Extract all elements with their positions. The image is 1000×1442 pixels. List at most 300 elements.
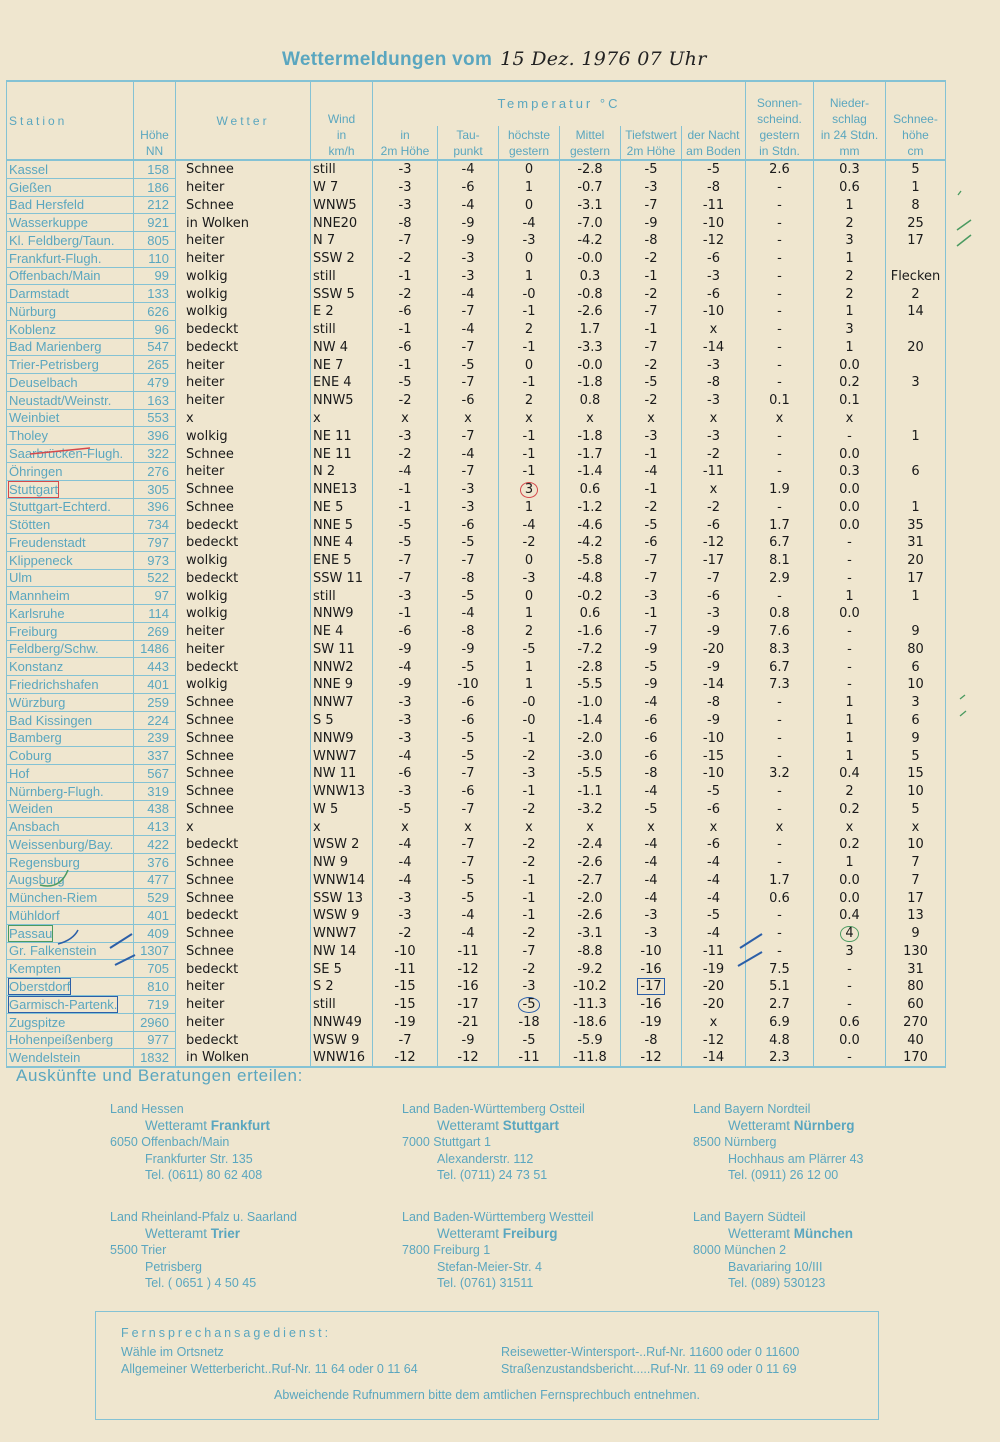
cell-value: -1.4 [577,464,603,480]
cell-value: 1 [845,695,854,711]
cell-value: NNW5 [313,393,354,409]
cell-value: 719 [147,996,169,1012]
cell-value: Flecken [890,268,941,284]
cell-value: 3 [845,322,854,338]
cell-value: NE 11 [313,446,352,462]
cell-value: -3 [398,730,412,746]
cell-value: -7 [644,197,658,213]
cell-value: 17 [907,890,924,906]
cell-value: Weissenburg/Bay. [9,836,114,852]
cell-value: WNW13 [313,784,365,800]
cell-value: in Wolken [186,1050,249,1066]
cell-value: 1 [845,339,854,355]
cell-value: W 7 [313,180,339,196]
cell-value: 0.0 [839,357,860,373]
cell-value: -5 [522,1032,536,1048]
cell-value: 401 [147,907,169,923]
cell-value: -5 [707,908,720,924]
cell-value: -1 [644,482,658,498]
cell-value: -9 [398,641,412,657]
cell-value: -8 [461,570,475,586]
cell-value: -4 [522,517,536,533]
cell-value: -2 [522,926,536,942]
cell-value: -7 [461,304,475,320]
cell-value: -2 [398,926,412,942]
cell-value: - [847,641,852,657]
cell-value: - [777,197,782,213]
cell-value: N 7 [313,233,336,249]
cell-value: -17 [457,997,479,1013]
cell-value: -7 [461,375,475,391]
cell-value: Schnee [186,766,234,782]
fernsprech-line: Wähle im Ortsnetz [121,1345,224,1359]
cell-value: still [313,588,336,604]
cell-value: -7 [644,624,658,640]
cell-value: wolkig [186,553,228,569]
cell-value: Gießen [9,179,52,195]
cell-value: Bamberg [9,730,62,746]
cell-value: - [777,286,782,302]
cell-value: 3 [520,482,538,498]
cell-value: -8 [644,766,658,782]
cell-value: -2 [707,446,720,462]
cell-value: -3 [522,979,536,995]
cell-value: -3 [707,606,720,622]
col-sonne: Sonnen- scheind. gestern in Stdn. [746,81,814,160]
cell-value: ENE 4 [313,375,352,391]
cell-value: x [525,410,533,426]
cell-value: x [525,819,533,835]
cell-value: -4 [398,464,412,480]
cell-value: 10 [907,784,924,800]
cell-value: Freudenstadt [9,534,86,550]
cell-value: -9 [461,1032,475,1048]
cell-value: wolkig [186,606,228,622]
cell-value: x [586,410,594,426]
col-hoechste: höchste gestern [499,126,560,160]
cell-value: -16 [457,979,479,995]
cell-value: WNW14 [313,872,365,888]
cell-value: -5 [461,730,475,746]
cell-value: Schnee [186,872,234,888]
cell-value: Weiden [9,801,53,817]
cell-value: NNE13 [313,482,358,498]
cell-value: -7.2 [577,641,603,657]
cell-value: -11.3 [573,997,607,1013]
cell-value: - [777,251,782,267]
cell-value: -7 [644,304,658,320]
cell-value: 1 [911,588,920,604]
cell-value: -2.8 [577,162,603,178]
cell-value: - [777,784,782,800]
cell-value: 2 [845,286,854,302]
cell-value: SSW 2 [313,251,355,267]
cell-value: 0.4 [839,908,860,924]
cell-value: 1 [524,677,534,693]
cell-value: -5 [398,801,412,817]
cell-value: -3 [398,162,412,178]
cell-value: - [777,499,782,515]
cell-value: -4 [461,322,475,338]
cell-value: -4 [644,890,658,906]
cell-value: SSW 13 [313,890,364,906]
cell-value: x [709,819,718,835]
cell-value: Klippeneck [9,552,73,568]
cell-value: 0.0 [839,606,860,622]
cell-value: -2.8 [577,659,603,675]
cell-value: -4 [398,872,412,888]
cell-value: 130 [903,943,928,959]
cell-value: -7 [461,553,475,569]
cell-value: Konstanz [9,659,64,675]
cell-value: ENE 5 [313,553,352,569]
cell-value: -1.0 [577,695,603,711]
cell-value: -0.8 [577,286,603,302]
cell-value: -9 [461,233,475,249]
cell-value: SSW 5 [313,286,355,302]
tick-mark [960,711,966,716]
cell-value: -9 [644,677,658,693]
cell-value: -3 [644,428,658,444]
cell-value: E 2 [313,304,334,320]
cell-value: - [777,464,782,480]
cell-value: 15 [907,766,924,782]
cell-value: Schnee [186,730,234,746]
cell-value: -12 [394,1050,416,1066]
auskuenfte-heading: Auskünfte und Beratungen erteilen: [16,1066,303,1085]
cell-value: 2.9 [769,570,790,586]
cell-value: 973 [147,552,169,568]
col-taupunkt: Tau- punkt [438,126,499,160]
cell-value: 9 [911,926,920,942]
cell-value: -10.2 [573,979,607,995]
cell-value: 5 [911,748,920,764]
cell-value: -6 [398,624,412,640]
cell-value: -11 [702,464,725,480]
cell-value: Schnee [186,446,234,462]
cell-value: 1486 [140,641,169,657]
cell-value: 212 [147,197,169,213]
cell-value: 376 [147,854,169,870]
cell-value: -11 [518,1050,540,1066]
cell-value: -8 [644,1032,658,1048]
cell-value: -1.8 [577,375,603,391]
cell-value: Stuttgart [9,481,59,497]
cell-value: -3.1 [577,926,603,942]
cell-value: -9 [644,215,658,231]
cell-value: - [777,428,782,444]
cell-value: -15 [394,979,416,995]
cell-value: still [313,162,336,178]
cell-value: -6 [644,748,658,764]
cell-value: 7.3 [769,677,790,693]
cell-value: - [777,730,782,746]
cell-value: -18.6 [573,1015,607,1031]
cell-value: -17 [702,553,725,569]
cell-value: -2 [644,357,658,373]
cell-value: -1 [522,304,536,320]
cell-value: -7 [461,766,475,782]
cell-value: 0 [524,197,534,213]
cell-value: -12 [640,1050,662,1066]
cell-value: 7 [911,855,920,871]
cell-value: Hof [9,765,30,781]
cell-value: Offenbach/Main [9,268,101,284]
cell-value: - [847,624,852,640]
cell-value: x [647,410,655,426]
cell-value: NNW49 [313,1015,362,1031]
cell-value: -3 [398,428,412,444]
cell-value: -3 [398,713,412,728]
cell-value: 1 [524,180,534,196]
cell-value: 547 [147,339,169,355]
cell-value: S 5 [313,713,334,728]
cell-value: -6 [461,695,475,711]
cell-value: -3 [398,197,412,213]
cell-value: -0 [522,695,536,711]
cell-value: -2 [644,251,658,267]
cell-value: 5.1 [769,979,790,995]
cell-value: x [775,410,784,426]
cell-value: -2 [644,499,658,515]
cell-value: 977 [147,1032,169,1048]
cell-value: -8 [707,180,720,196]
cell-value: heiter [186,1015,225,1031]
cell-value: Schnee [186,943,234,959]
cell-value: bedeckt [186,517,239,533]
cell-value: NNW2 [313,659,354,675]
cell-value: -6 [644,713,658,728]
cell-value: x [401,819,409,835]
cell-value: -1.6 [577,624,603,640]
cell-value: Würzburg [9,694,66,710]
cell-value: 0.1 [769,393,790,409]
cell-value: -5 [398,375,412,391]
cell-value: - [777,268,782,284]
cell-value: Schnee [186,926,234,942]
cell-value: 3 [845,943,854,959]
cell-value: Nürnberg-Flugh. [9,783,104,799]
cell-value: x [845,410,854,426]
cell-value: -5 [461,535,475,551]
cell-value: - [847,677,852,693]
cell-value: -4 [461,446,475,462]
cell-value: 0 [524,251,534,267]
cell-value: -7 [644,570,658,586]
cell-value: -4.2 [577,535,603,551]
cell-value: -10 [702,766,725,782]
cell-value: -20 [702,997,725,1013]
cell-value: -5 [461,588,475,604]
cell-value: bedeckt [186,1032,239,1048]
cell-value: WNW5 [313,197,357,213]
cell-value: 626 [147,303,169,319]
tick-mark [957,220,971,230]
cell-value: 6.7 [769,535,790,551]
cell-value: -5 [461,872,475,888]
cell-value: 7 [911,872,920,888]
cell-value: -4 [644,855,658,871]
cell-value: 13 [907,908,924,924]
cell-value: Wendelstein [9,1050,81,1066]
cell-value: -7 [461,837,475,853]
cell-value: -3.1 [577,197,603,213]
cell-value: -7 [398,570,412,586]
cell-value: SW 11 [313,641,355,657]
cell-value: bedeckt [186,339,239,355]
cell-value: 1.7 [579,322,601,338]
cell-value: 0.6 [839,1015,860,1031]
cell-value: 17 [907,570,924,586]
cell-value: -5 [644,375,658,391]
cell-value: 1832 [140,1050,169,1066]
col-wind: Wind in km/h [311,81,373,160]
cell-value: 17 [907,233,924,249]
cell-value: 0 [524,162,534,178]
cell-value: x [911,819,920,835]
cell-value: x [186,819,194,835]
cell-value: -0.2 [577,588,603,604]
cell-value: 2 [524,624,534,640]
cell-value: -5 [398,517,412,533]
cell-value: -2.7 [577,872,603,888]
cell-value: -4.6 [577,517,603,533]
pen-stroke [110,934,132,948]
cell-value: -5.5 [577,677,603,693]
cell-value: Neustadt/Weinstr. [9,392,112,408]
cell-value: Schnee [186,197,234,213]
cell-value: -8 [707,375,720,391]
cell-value: -1 [398,606,412,622]
handwritten-date: 15 Dez. 1976 07 Uhr [500,48,707,70]
cell-value: -1 [644,446,658,462]
cell-value: NE 11 [313,428,352,444]
cell-value: -2 [522,961,536,977]
cell-value: 705 [147,961,169,977]
cell-value: NE 4 [313,624,344,640]
cell-value: -9 [398,677,412,693]
cell-value: - [777,339,782,355]
cell-value: 1.7 [769,517,790,533]
cell-value: Feldberg/Schw. [9,641,99,657]
cell-value: 0 [524,357,534,373]
cell-value: -4 [398,659,412,675]
cell-value: -4 [398,855,412,871]
cell-value: -2.6 [577,855,603,871]
col-tiefst-2m: Tiefstwert 2m Höhe [621,126,682,160]
cell-value: NE 7 [313,357,344,373]
cell-value: 734 [147,517,169,533]
cell-value: 1 [911,499,920,515]
cell-value: -6 [707,251,720,267]
cell-value: NW 14 [313,943,357,959]
cell-value: N 2 [313,464,336,480]
cell-value: Schnee [186,482,234,498]
cell-value: NNW9 [313,606,354,622]
cell-value: wolkig [186,677,228,693]
cell-value: 239 [147,730,169,746]
cell-value: -6 [707,517,720,533]
cell-value: -1 [522,428,536,444]
cell-value: 270 [903,1015,928,1031]
cell-value: - [847,961,852,977]
cell-value: -9 [461,215,475,231]
cell-value: - [777,588,782,604]
cell-value: Stuttgart-Echterd. [9,499,111,515]
cell-value: bedeckt [186,535,239,551]
cell-value: Saarbrücken-Flugh. [9,446,124,462]
cell-value: bedeckt [186,570,239,586]
page-title: Wettermeldungen vom 15 Dez. 1976 07 Uhr [282,48,707,70]
cell-value: -4 [707,872,720,888]
cell-value: -1 [522,784,536,800]
cell-value: Nürburg [9,303,56,319]
cell-value: -3 [461,499,475,515]
cell-value: 1 [845,713,854,728]
cell-value: -3 [461,251,475,267]
cell-value: -1.8 [577,428,603,444]
cell-value: 2960 [140,1014,169,1030]
cell-value: x [464,819,472,835]
cell-value: -4 [644,872,658,888]
cell-value: -4 [644,837,658,853]
cell-value: 0.6 [839,180,860,196]
cell-value: -6 [461,180,475,196]
cell-value: 0 [524,588,534,604]
cell-value: -9 [644,641,658,657]
cell-value: 40 [907,1032,924,1048]
cell-value: Trier-Petrisberg [9,357,99,373]
cell-value: 9 [911,730,920,746]
cell-value: WNW7 [313,748,357,764]
cell-value: 1 [845,251,854,267]
cell-value: -1 [522,375,536,391]
cell-value: 31 [907,535,924,551]
cell-value: - [777,446,782,462]
cell-value: 10 [907,677,924,693]
cell-value: x [709,482,718,498]
cell-value: -3 [644,908,658,924]
cell-value: 2.6 [769,162,790,178]
cell-value: 114 [148,605,169,621]
cell-value: -5 [707,162,720,178]
cell-value: -7 [398,553,412,569]
cell-value: 0.0 [839,499,860,515]
cell-value: Friedrichshafen [9,676,99,692]
cell-value: x [775,819,784,835]
cell-value: - [777,926,782,942]
cell-value: heiter [186,997,225,1013]
cell-value: -12 [457,1050,479,1066]
cell-value: 186 [147,179,169,195]
cell-value: S 2 [313,979,334,995]
cell-value: 2 [524,393,534,409]
cell-value: -1 [398,499,412,515]
cell-value: 80 [907,641,924,657]
cell-value: Frankfurt-Flugh. [9,250,102,266]
cell-value: Zugspitze [9,1014,66,1030]
cell-value: -3 [461,268,475,284]
cell-value: 269 [147,623,169,639]
cell-value: 0.3 [839,162,860,178]
pen-stroke [30,448,90,454]
cell-value: -5 [461,890,475,906]
cell-value: 99 [154,268,169,284]
cell-value: x [647,819,655,835]
cell-value: Weinbiet [9,410,60,426]
cell-value: - [847,570,852,586]
cell-value: -10 [457,677,479,693]
